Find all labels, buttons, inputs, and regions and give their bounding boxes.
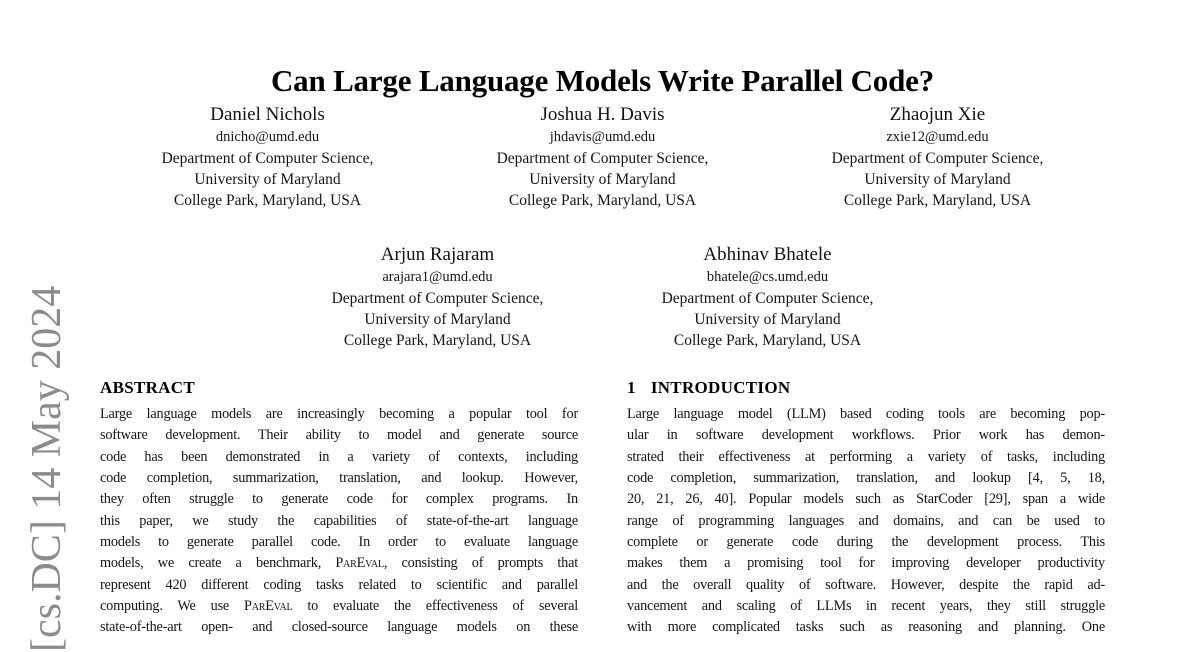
introduction-line: ular in software development workflows. Prior work has demon- bbox=[627, 427, 1105, 444]
author-name: Arjun Rajaram bbox=[380, 244, 495, 265]
author-email: bhatele@cs.umd.edu bbox=[706, 269, 829, 285]
introduction-line: makes them a promising tool for improving developer productivity bbox=[627, 555, 1105, 572]
abstract-heading: ABSTRACT bbox=[100, 378, 195, 397]
author-university: University of Maryland bbox=[194, 171, 341, 188]
page-title: Can Large Language Models Write Parallel Code? bbox=[271, 62, 934, 98]
section-title: INTRODUCTION bbox=[650, 378, 791, 397]
author-block bbox=[435, 103, 770, 211]
abstract-section bbox=[100, 378, 578, 639]
abstract-line: code has been demonstrated in a variety of contexts, including bbox=[100, 448, 578, 465]
abstract-line: computing. We use ParEval to evaluate the effectiveness of several bbox=[100, 598, 578, 615]
abstract-line: they often struggle to generate code for complex programs. In bbox=[100, 491, 578, 508]
abstract-line: models to generate parallel code. In order to evaluate language bbox=[100, 534, 578, 551]
introduction-line: vancement and scaling of LLMs in recent years, they still struggle bbox=[627, 598, 1105, 615]
author-name: Abhinav Bhatele bbox=[703, 244, 832, 265]
introduction-line: complete or generate code during the development process. This bbox=[627, 534, 1105, 551]
author-location: College Park, Maryland, USA bbox=[343, 332, 532, 349]
introduction-heading bbox=[627, 378, 1105, 398]
author-name: Daniel Nichols bbox=[210, 104, 325, 125]
abstract-line: Large language models are increasingly becoming a popular tool for bbox=[100, 406, 578, 422]
arxiv-stamp: [cs.DC] 14 May 2024 bbox=[24, 285, 70, 652]
author-department: Department of Computer Science, bbox=[496, 150, 709, 167]
author-email: jhdavis@umd.edu bbox=[549, 129, 656, 145]
abstract-line: state-of-the-art open- and closed-source language models on these bbox=[100, 619, 578, 636]
introduction-line: with more complicated tasks such as reasoning and planning. One bbox=[627, 619, 1105, 636]
authors-row-1 bbox=[100, 103, 1105, 211]
introduction-line: strated their effectiveness at performing a variety of tasks, including bbox=[627, 448, 1105, 465]
author-email: dnicho@umd.edu bbox=[215, 129, 320, 145]
author-department: Department of Computer Science, bbox=[161, 150, 374, 167]
abstract-body bbox=[100, 404, 578, 639]
introduction-body bbox=[627, 404, 1105, 639]
author-location: College Park, Maryland, USA bbox=[843, 192, 1032, 209]
introduction-line: range of programming languages and domains, and can be used to bbox=[627, 512, 1105, 529]
author-university: University of Maryland bbox=[864, 171, 1011, 188]
author-location: College Park, Maryland, USA bbox=[173, 192, 362, 209]
abstract-line: this paper, we study the capabilities of state-of-the-art language bbox=[100, 512, 578, 529]
author-location: College Park, Maryland, USA bbox=[508, 192, 697, 209]
abstract-line: software development. Their ability to model and generate source bbox=[100, 427, 578, 444]
author-department: Department of Computer Science, bbox=[331, 290, 544, 307]
abstract-line: code completion, summarization, translation, and lookup. However, bbox=[100, 470, 578, 487]
author-university: University of Maryland bbox=[694, 311, 841, 328]
introduction-line: code completion, summarization, translation, and lookup [4, 5, 18, bbox=[627, 470, 1105, 487]
author-name: Zhaojun Xie bbox=[889, 104, 986, 125]
author-location: College Park, Maryland, USA bbox=[673, 332, 862, 349]
section-number: 1 bbox=[627, 378, 636, 397]
introduction-section bbox=[627, 378, 1105, 639]
introduction-line: and the overall quality of software. However, despite the rapid ad- bbox=[627, 576, 1105, 593]
introduction-line: 20, 21, 26, 40]. Popular models such as StarCoder [29], span a wide bbox=[627, 491, 1105, 508]
abstract-line: represent 420 different coding tasks related to scientific and parallel bbox=[100, 576, 578, 593]
author-department: Department of Computer Science, bbox=[661, 290, 874, 307]
author-department: Department of Computer Science, bbox=[831, 150, 1044, 167]
author-block bbox=[603, 243, 933, 351]
abstract-line: models, we create a benchmark, ParEval, consisting of prompts that bbox=[100, 555, 578, 572]
author-university: University of Maryland bbox=[364, 311, 511, 328]
author-email: zxie12@umd.edu bbox=[886, 129, 989, 145]
author-email: arajara1@umd.edu bbox=[382, 269, 493, 285]
author-block bbox=[100, 103, 435, 211]
introduction-line: Large language model (LLM) based coding tools are becoming pop- bbox=[627, 406, 1105, 422]
author-name: Joshua H. Davis bbox=[540, 104, 665, 125]
author-block bbox=[273, 243, 603, 351]
authors-row-2 bbox=[100, 243, 1105, 351]
author-university: University of Maryland bbox=[529, 171, 676, 188]
author-block bbox=[770, 103, 1105, 211]
